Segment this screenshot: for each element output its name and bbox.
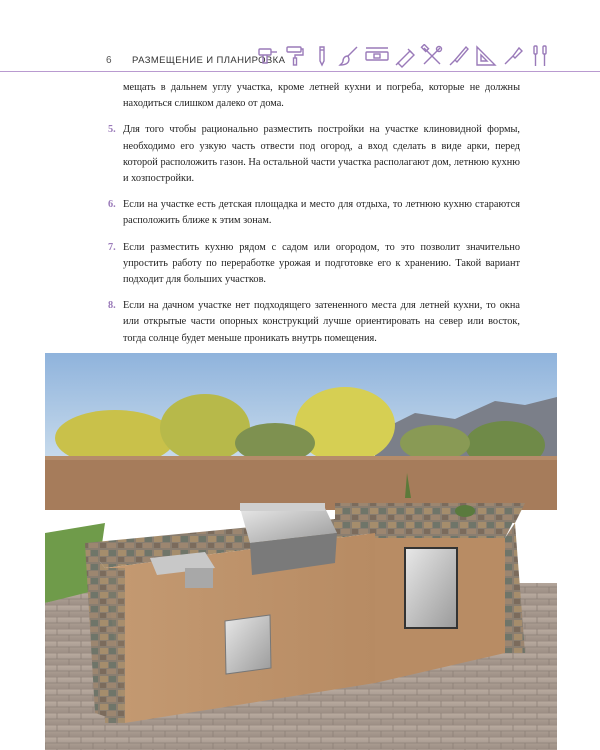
tool-icons-strip (256, 44, 556, 70)
saw-icon (393, 44, 417, 68)
header-rule (0, 71, 600, 72)
brush-icon (337, 44, 361, 68)
screwdrivers-icon (528, 44, 552, 68)
paragraph-text: Если разместить кухню рядом с садом или огородом, то это позволит значительно упростить работу по переработке урожая и подготовке его к хранению. Такой вариант подходит для больших участков. (123, 241, 520, 286)
paragraph-text: Если на участке есть детская площадка и место для отдыха, то летнюю кухню стараются расположить ближе к этим зонам. (123, 199, 520, 227)
list-number: 7. (108, 241, 116, 253)
page-header (0, 0, 600, 80)
hammer-wrench-icon (420, 44, 444, 68)
paragraph-text: мещать в дальнем углу участка, кроме летней кухни и погреба, которые не должны находиться слишком далеко от дома. (123, 82, 520, 110)
list-item (108, 122, 520, 187)
page-number: 6 (106, 55, 112, 66)
list-item (108, 240, 520, 289)
outdoor-kitchen-photo (45, 353, 557, 750)
trowel-icon (447, 44, 471, 68)
level-icon (364, 44, 390, 68)
list-item (108, 298, 520, 347)
spatula-icon (501, 44, 525, 68)
section-title: РАЗМЕЩЕНИЕ И ПЛАНИРОВКА (132, 55, 286, 66)
body-text (108, 80, 520, 357)
paragraph-text: Для того чтобы рационально разместить постройки на участке клиновидной формы, необходимо его узкую часть отвести под огород, а вход сделать в виде арки, перед которой расположить газон. На остальной части участка располагают дом, летнюю кухню и хозпостройки. (123, 124, 520, 185)
pencil-icon (310, 44, 334, 68)
list-number: 5. (108, 124, 116, 136)
paragraph-continued (108, 80, 520, 112)
list-item (108, 197, 520, 229)
drill-icon (256, 44, 280, 68)
list-number: 6. (108, 199, 116, 211)
square-ruler-icon (474, 44, 498, 68)
paint-roller-icon (283, 44, 307, 68)
list-number: 8. (108, 300, 116, 312)
paragraph-text: Если на дачном участке нет подходящего затененного места для летней кухни, то окна или открытые части опорных конструкций лучше ориентировать на север или восток, тогда солнце будет меньше проникать внутрь помещения. (123, 300, 520, 344)
